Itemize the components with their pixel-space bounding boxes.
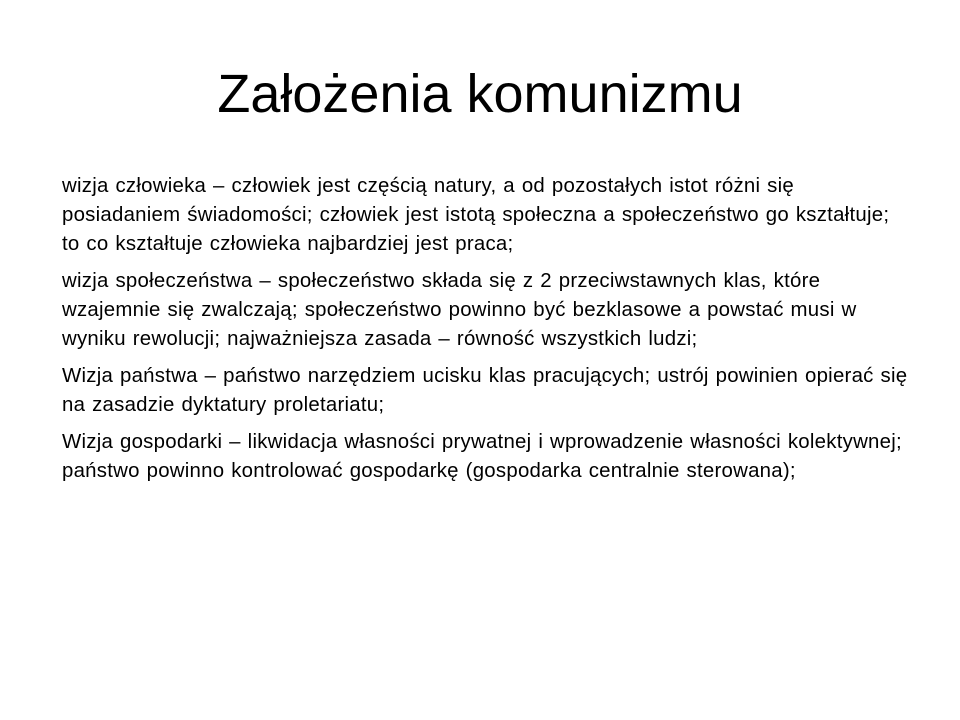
paragraph-wizja-panstwa: Wizja państwa – państwo narzędziem ucisku klas pracujących; ustrój powinien opierać się na zasadzie dyktatury proletariatu; <box>62 365 908 416</box>
slide-title: Założenia komunizmu <box>217 64 743 124</box>
paragraph-wizja-gospodarki: Wizja gospodarki – likwidacja własności prywatnej i wprowadzenie własności kolektywnej; państwo powinno kontrolować gospodarkę (gospodarka centralnie sterowana); <box>62 431 902 482</box>
paragraph-wizja-czlowieka: wizja człowieka – człowiek jest częścią natury, a od pozostałych istot różni się posiadaniem świadomości; człowiek jest istotą społeczna a społeczeństwo go kształtuje; to co kształtuje człowieka najbardziej jest praca; <box>62 175 890 255</box>
paragraph-wizja-spoleczenstwa: wizja społeczeństwa – społeczeństwo składa się z 2 przeciwstawnych klas, które wzajemnie się zwalczają; społeczeństwo powinno być bezklasowe a powstać musi w wyniku rewolucji; najważniejsza zasada – równość wszystkich ludzi; <box>62 270 857 350</box>
slide-body <box>62 172 908 494</box>
